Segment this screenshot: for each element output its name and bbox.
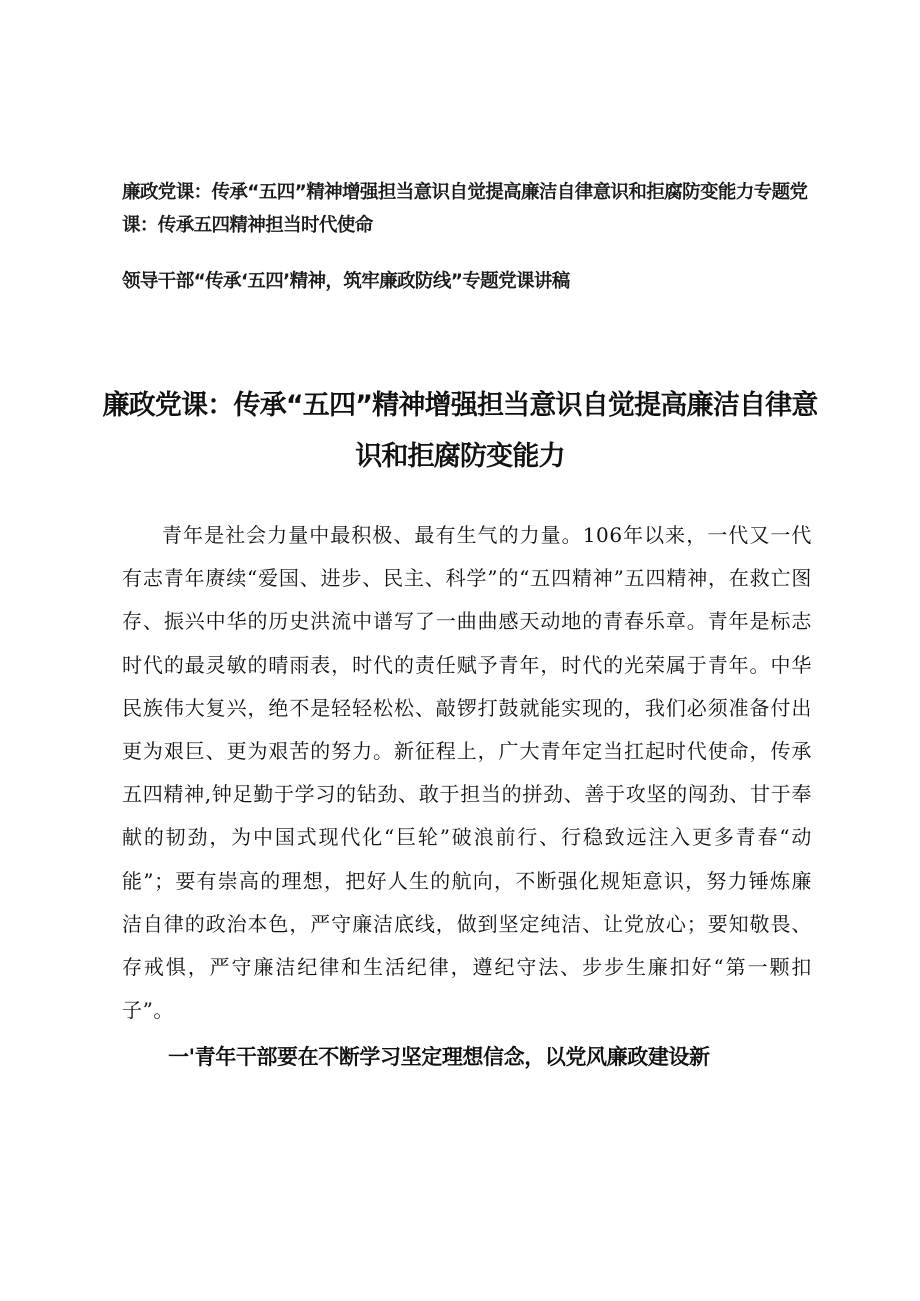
body-paragraph: 青年是社会力量中最积极、最有生气的力量。106年以来，一代又一代有志青年赓续“爱国、进步、民主、科学”的“五四精神”五四精神，在救亡图存、振兴中华的历史洪流中谱写了一曲曲感天动地的青春乐章。青年是标志时代的最灵敏的晴雨表，时代的责任赋予青年，时代的光荣属于青年。中华民族伟大复兴，绝不是轻轻松松、敲锣打鼓就能实现的，我们必须准备付出更为艰巨、更为艰苦的努力。新征程上，广大青年定当扛起时代使命，传承五四精神,钟足勤于学习的钻劲、敢于担当的拼劲、善于攻坚的闯劲、甘于奉献的韧劲，为中国式现代化“巨轮”破浪前行、行稳致远注入更多青春“动能”；要有崇高的理想，把好人生的航向，不断强化规矩意识，努力锤炼廉洁自律的政治本色，严守廉洁底线，做到坚定纯洁、让党放心；要知敬畏、存戒惧，严守廉洁纪律和生活纪律，遵纪守法、步步生廉扣好“第一颗扣子”。 (122, 523, 812, 1023)
toc-entry-2[interactable]: 领导干部“传承‘五四’精神，筑牢廉政防线”专题党课讲稿 (122, 271, 570, 292)
section-heading: 一'青年干部要在不断学习坚定理想信念，以党风廉政建设新 (168, 1045, 710, 1069)
toc-entry-1[interactable]: 廉政党课：传承“五四”精神增强担当意识自觉提高廉洁自律意识和拒腐防变能力专题党课：传承五四精神担当时代使命 (122, 182, 808, 236)
article-title: 廉政党课：传承“五四”精神增强担当意识自觉提高廉洁自律意识和拒腐防变能力 (102, 390, 818, 472)
